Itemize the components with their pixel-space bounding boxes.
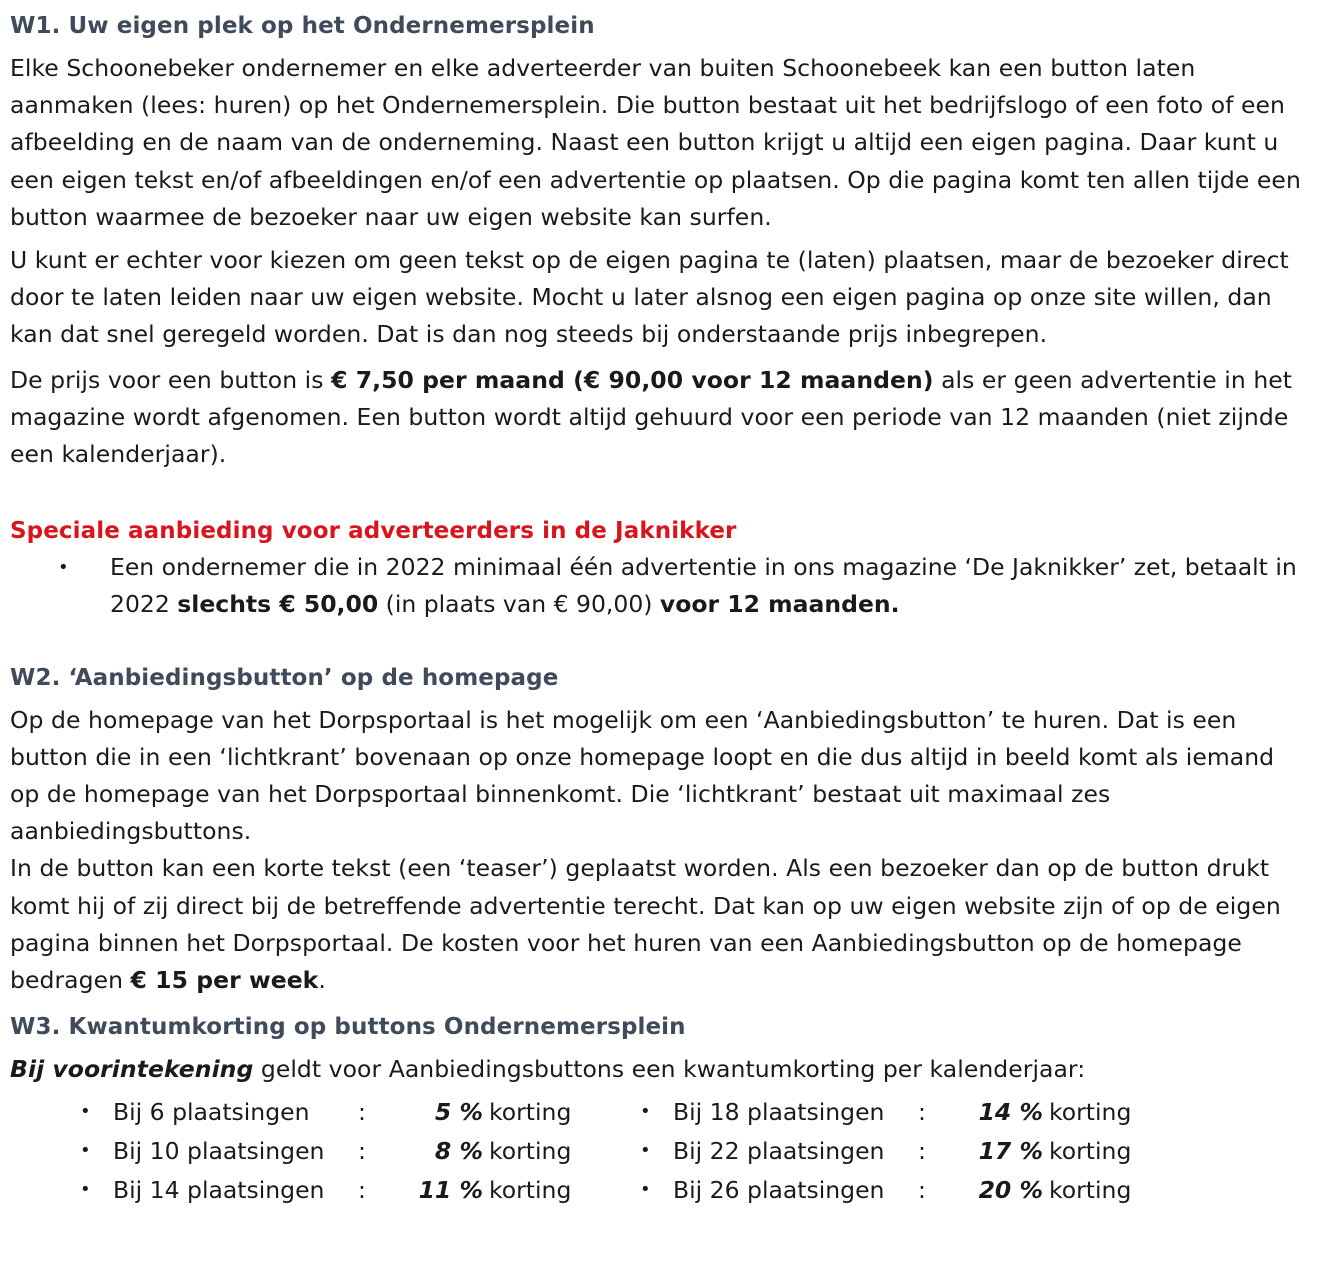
bullet-dot: • <box>640 1179 651 1201</box>
tier-korting: korting <box>489 1175 572 1204</box>
tier-label: Bij 6 plaatsingen <box>113 1097 310 1126</box>
special-offer-text <box>110 549 1310 623</box>
discount-tier <box>640 1170 1270 1209</box>
special-offer-text-mid: (in plaats van € 90,00) <box>378 590 660 619</box>
tier-korting: korting <box>489 1097 572 1126</box>
w2-weekly-price: € 15 per week <box>130 966 319 995</box>
document-page <box>10 8 1310 1209</box>
tier-colon: : <box>918 1175 926 1204</box>
price-text-bold: € 7,50 per maand (€ 90,00 voor 12 maanden) <box>331 365 934 394</box>
tier-korting: korting <box>1049 1097 1132 1126</box>
special-offer-price: slechts € 50,00 <box>177 590 379 619</box>
tier-colon: : <box>358 1136 366 1165</box>
tier-colon: : <box>918 1097 926 1126</box>
tier-label: Bij 10 plaatsingen <box>113 1136 325 1165</box>
tier-colon: : <box>918 1136 926 1165</box>
bullet-dot: • <box>640 1101 651 1123</box>
bullet-dot: • <box>80 1140 91 1162</box>
bullet-dot: • <box>58 557 69 579</box>
w2-paragraph-2 <box>10 850 1310 999</box>
tier-label: Bij 22 plaatsingen <box>673 1136 885 1165</box>
tier-percentage: 11 % <box>418 1175 483 1204</box>
tier-colon: : <box>358 1097 366 1126</box>
w3-intro-rest: geldt voor Aanbiedingsbuttons een kwantumkorting per kalenderjaar: <box>253 1055 1086 1084</box>
w2-heading: W2. ‘Aanbiedingsbutton’ op de homepage <box>10 664 559 691</box>
discount-tier <box>640 1131 1270 1170</box>
w1-paragraph-1: Elke Schoonebeker ondernemer en elke adverteerder van buiten Schoonebeek kan een button laten aanmaken (lees: huren) op het Ondernemersplein. Die button bestaat uit het bedrijfslogo of een foto of een afbeelding en de naam van de onderneming. Naast een button krijgt u altijd een eigen pagina. Daar kunt u een eigen tekst en/of afbeeldingen en/of een advertentie op plaatsen. Op die pagina komt ten allen tijde een button waarmee de bezoeker naar uw eigen website kan surfen. <box>10 54 1301 231</box>
discount-tiers-left <box>10 1092 640 1209</box>
w3-heading: W3. Kwantumkorting op buttons Ondernemersplein <box>10 1014 686 1041</box>
tier-percentage: 17 % <box>978 1136 1043 1165</box>
bullet-dot: • <box>640 1140 651 1162</box>
w3-intro <box>10 1051 1310 1088</box>
w2-paragraph-2-post: . <box>318 966 326 995</box>
tier-korting: korting <box>489 1136 572 1165</box>
tier-percentage: 8 % <box>434 1136 483 1165</box>
special-offer-text-pre: Een ondernemer die in 2022 minimaal één advertentie in ons magazine ‘De Jaknikker’ zet, betaalt in 2022 <box>110 553 1297 619</box>
tier-korting: korting <box>1049 1136 1132 1165</box>
tier-korting: korting <box>1049 1175 1132 1204</box>
tier-percentage: 20 % <box>978 1175 1043 1204</box>
tier-label: Bij 26 plaatsingen <box>673 1175 885 1204</box>
tier-colon: : <box>358 1175 366 1204</box>
w1-heading: W1. Uw eigen plek op het Ondernemersplein <box>10 13 595 39</box>
w1-paragraph-3 <box>10 362 1310 474</box>
discount-tier <box>10 1131 640 1170</box>
w2-paragraph-2-pre: In de button kan een korte tekst (een ‘teaser’) geplaatst worden. Als een bezoeker dan op de button drukt komt hij of zij direct bij de betreffende advertentie terecht. Dat kan op uw eigen website zijn of op de eigen pagina binnen het Dorpsportaal. De kosten voor het huren van een Aanbiedingsbutton op de homepage bedragen <box>10 854 1281 995</box>
discount-tier <box>640 1092 1270 1131</box>
discount-tiers-right <box>640 1092 1270 1209</box>
special-offer-heading: Speciale aanbieding voor adverteerders in de Jaknikker <box>10 518 737 545</box>
discount-tier <box>10 1092 640 1131</box>
tier-label: Bij 18 plaatsingen <box>673 1097 885 1126</box>
price-text-pre: De prijs voor een button is <box>10 365 332 394</box>
tier-percentage: 5 % <box>434 1097 483 1126</box>
w2-paragraph-1: Op de homepage van het Dorpsportaal is het mogelijk om een ‘Aanbiedingsbutton’ te huren. Dat is een button die in een ‘lichtkrant’ bovenaan op onze homepage loopt en die dus altijd in beeld komt als iemand op de homepage van het Dorpsportaal binnenkomt. Die ‘lichtkrant’ bestaat uit maximaal zes aanbiedingsbuttons. <box>10 705 1275 846</box>
tier-label: Bij 14 plaatsingen <box>113 1175 325 1204</box>
bullet-dot: • <box>80 1101 91 1123</box>
tier-percentage: 14 % <box>978 1097 1043 1126</box>
special-offer-period: voor 12 maanden. <box>659 590 900 619</box>
price-text-post: als er geen advertentie in het magazine wordt afgenomen. Een button wordt altijd gehuurd voor een periode van 12 maanden (niet zijnde een kalenderjaar). <box>10 365 1293 469</box>
w1-paragraph-2: U kunt er echter voor kiezen om geen tekst op de eigen pagina te (laten) plaatsen, maar de bezoeker direct door te laten leiden naar uw eigen website. Mocht u later alsnog een eigen pagina op onze site willen, dan kan dat snel geregeld worden. Dat is dan nog steeds bij onderstaande prijs inbegrepen. <box>10 246 1289 349</box>
w3-intro-bold: Bij voorintekening <box>10 1055 254 1084</box>
bullet-dot: • <box>80 1179 91 1201</box>
discount-tier <box>10 1170 640 1209</box>
special-offer-bullet <box>10 549 1310 623</box>
discount-tiers <box>10 1092 1310 1209</box>
